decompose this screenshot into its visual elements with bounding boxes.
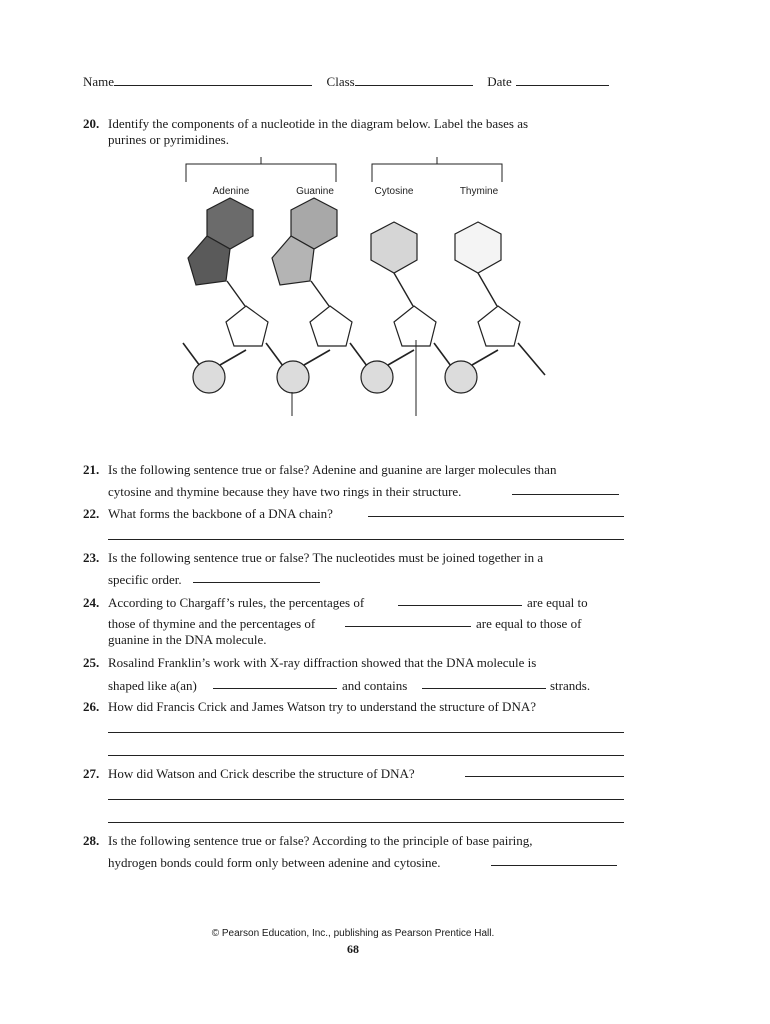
q25-line2a: shaped like a(an) (108, 678, 197, 693)
sugar-3 (394, 306, 436, 346)
q27-text: How did Watson and Crick describe the structure of DNA? (108, 766, 415, 781)
date-label: Date (487, 74, 512, 89)
q28-line2: hydrogen bonds could form only between adenine and cytosine. (108, 855, 441, 870)
sugar-2 (310, 306, 352, 346)
q21-answer-line[interactable] (512, 494, 619, 495)
q20-line2: purines or pyrimidines. (108, 132, 229, 147)
q22-answer-line-1[interactable] (368, 516, 624, 517)
q21-number: 21. (83, 462, 100, 477)
q25-answer-line-1[interactable] (213, 688, 337, 689)
phosphate-group (193, 361, 477, 393)
q23-answer-line[interactable] (193, 582, 320, 583)
name-label: Name (83, 74, 115, 89)
q21-line2: cytosine and thymine because they have two rings in their structure. (108, 484, 462, 499)
q24-answer-line-1[interactable] (398, 605, 522, 606)
q23-number: 23. (83, 550, 100, 565)
pyrimidine-bracket (372, 157, 502, 182)
purine-bracket (186, 157, 336, 182)
q25-answer-line-2[interactable] (422, 688, 546, 689)
nucleotide-diagram (0, 0, 770, 440)
q25-line2b: and contains (342, 678, 408, 693)
q27-answer-line-1[interactable] (465, 776, 624, 777)
cytosine-base (371, 222, 417, 273)
page-number: 68 (347, 942, 359, 956)
q20-line1: Identify the components of a nucleotide in the diagram below. Label the bases as (108, 116, 529, 131)
q26-answer-line-2[interactable] (108, 755, 624, 756)
copyright-footer: © Pearson Education, Inc., publishing as Pearson Prentice Hall. (211, 928, 495, 939)
q24-line1a: According to Chargaff’s rules, the percentages of (108, 595, 365, 610)
label-leader-lines (292, 340, 416, 416)
phosphate-1 (193, 361, 225, 393)
q26-answer-line-1[interactable] (108, 732, 624, 733)
sugar-group (226, 306, 520, 346)
label-thymine: Thymine (459, 186, 499, 197)
q25-line2c: strands. (550, 678, 591, 693)
q28-number: 28. (83, 833, 100, 848)
q24-line3: guanine in the DNA molecule. (108, 632, 267, 647)
base-sugar-bonds (227, 273, 497, 306)
phosphate-4 (445, 361, 477, 393)
q24-answer-line-2[interactable] (345, 626, 471, 627)
guanine-base (272, 198, 337, 285)
class-label: Class (326, 74, 355, 89)
q27-number: 27. (83, 766, 100, 781)
q20-number: 20. (83, 116, 100, 131)
q21-line1: Is the following sentence true or false? Adenine and guanine are larger molecules than (108, 462, 557, 477)
q23-line1: Is the following sentence true or false? The nucleotides must be joined together in a (108, 550, 544, 565)
q27-answer-line-3[interactable] (108, 822, 624, 823)
q24-line2b: are equal to those of (476, 616, 582, 631)
q26-text: How did Francis Crick and James Watson try to understand the structure of DNA? (108, 699, 536, 714)
q24-line2a: those of thymine and the percentages of (108, 616, 316, 631)
label-guanine: Guanine (296, 186, 334, 197)
phosphate-2 (277, 361, 309, 393)
q25-number: 25. (83, 655, 100, 670)
q23-line2: specific order. (108, 572, 182, 587)
label-cytosine: Cytosine (374, 186, 414, 197)
q28-line1: Is the following sentence true or false? According to the principle of base pairing, (108, 833, 533, 848)
label-adenine: Adenine (212, 186, 250, 197)
q24-line1b: are equal to (527, 595, 588, 610)
q28-answer-line[interactable] (491, 865, 617, 866)
thymine-base (455, 222, 501, 273)
sugar-4 (478, 306, 520, 346)
q22-answer-line-2[interactable] (108, 539, 624, 540)
q26-number: 26. (83, 699, 100, 714)
sugar-1 (226, 306, 268, 346)
q25-line1: Rosalind Franklin’s work with X-ray diffraction showed that the DNA molecule is (108, 655, 537, 670)
q24-number: 24. (83, 595, 100, 610)
q22-text: What forms the backbone of a DNA chain? (108, 506, 333, 521)
phosphate-3 (361, 361, 393, 393)
adenine-base (188, 198, 253, 285)
q27-answer-line-2[interactable] (108, 799, 624, 800)
q22-number: 22. (83, 506, 100, 521)
